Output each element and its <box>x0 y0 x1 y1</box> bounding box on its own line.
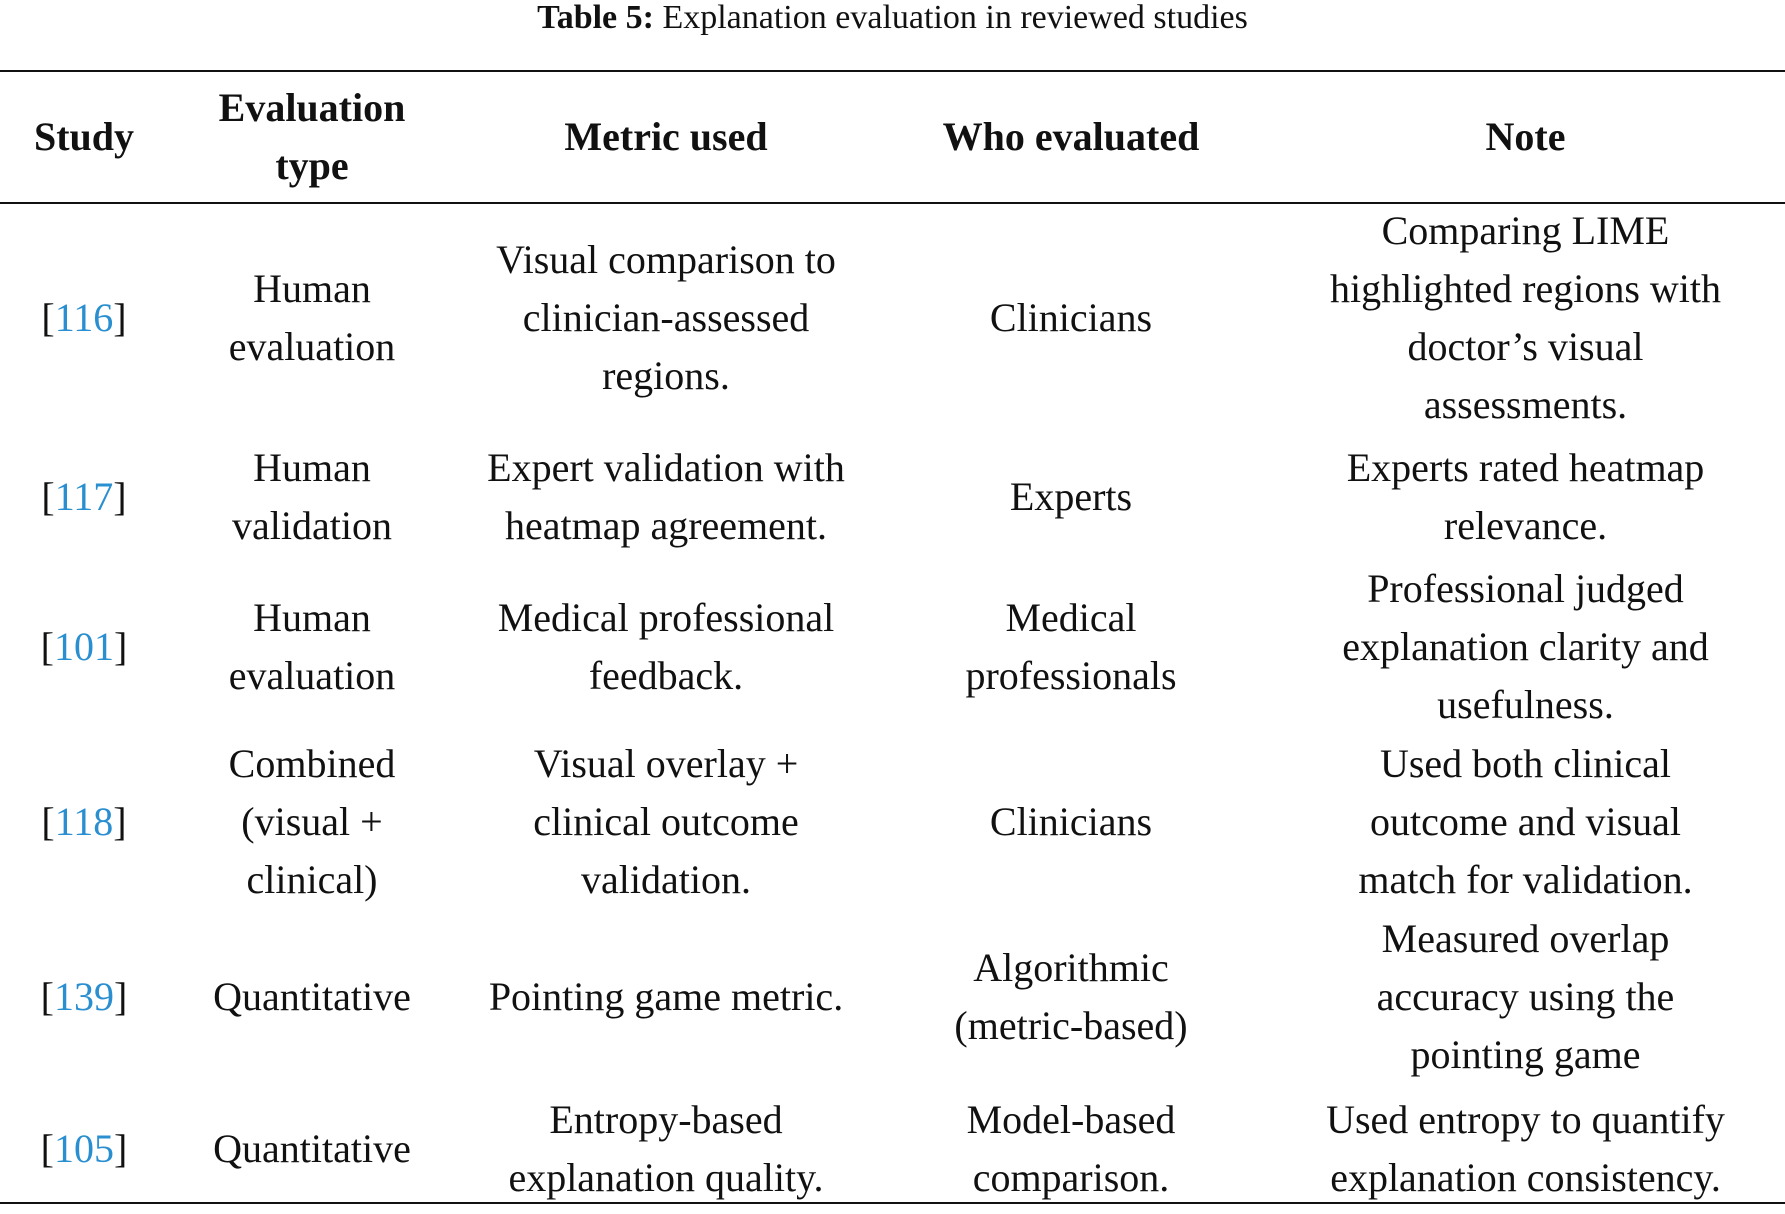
metric-used-cell <box>456 734 876 910</box>
metric-used-cell <box>456 1084 876 1214</box>
bracket-close: ] <box>114 1126 128 1171</box>
metric-used-cell-line: validation. <box>581 857 751 902</box>
note-cell-line: explanation clarity and <box>1342 624 1709 669</box>
note-cell-line: doctor’s visual <box>1407 324 1644 369</box>
evaluation-type-cell-line: clinical) <box>246 857 378 902</box>
evaluation-type-cell <box>168 734 456 910</box>
evaluation-type-cell-line: validation <box>232 503 392 548</box>
note-cell <box>1266 734 1785 910</box>
evaluation-type-cell <box>168 202 456 434</box>
who-evaluated-cell <box>876 434 1266 560</box>
note-cell <box>1266 434 1785 560</box>
evaluation-type-cell-line: Quantitative <box>213 974 411 1019</box>
metric-used-cell <box>456 560 876 734</box>
who-evaluated-cell-line: Clinicians <box>989 799 1153 844</box>
who-evaluated-cell <box>876 560 1266 734</box>
evaluation-type-cell-line: Quantitative <box>213 1126 411 1171</box>
note-cell-line: outcome and visual <box>1369 799 1682 844</box>
who-evaluated-cell <box>876 734 1266 910</box>
metric-used-cell-line: Visual comparison to <box>496 237 836 282</box>
who-evaluated-cell-line: Clinicians <box>989 295 1153 340</box>
note-cell <box>1266 1084 1785 1214</box>
metric-used-cell-line: feedback. <box>588 653 744 698</box>
study-cell <box>0 734 168 910</box>
study-cell <box>0 202 168 434</box>
metric-used-cell-line: Pointing game metric. <box>488 974 844 1019</box>
citation-link[interactable]: 105 <box>54 1126 114 1171</box>
note-cell-line: Comparing LIME <box>1381 208 1670 253</box>
note-cell-line: usefulness. <box>1437 682 1614 727</box>
note-cell-line: Experts rated heatmap <box>1346 445 1705 490</box>
metric-used-cell-line: regions. <box>602 353 730 398</box>
header-who-evaluated: Who evaluated <box>942 114 1200 159</box>
evaluation-type-cell-line: Human <box>253 595 371 640</box>
who-evaluated-cell-line: Medical <box>1005 595 1137 640</box>
study-cell <box>0 434 168 560</box>
evaluation-type-cell <box>168 910 456 1084</box>
metric-used-cell-line: clinical outcome <box>533 799 799 844</box>
bracket-open: [ <box>40 624 54 669</box>
citation-link[interactable]: 117 <box>54 474 114 519</box>
note-cell-line: highlighted regions with <box>1329 266 1722 311</box>
metric-used-cell-line: clinician-assessed <box>522 295 810 340</box>
evaluation-type-cell-line: (visual + <box>241 799 383 844</box>
metric-used-cell-line: Expert validation with <box>487 445 845 490</box>
who-evaluated-cell-line: Model-based <box>966 1097 1176 1142</box>
note-cell <box>1266 910 1785 1084</box>
evaluation-type-cell <box>168 434 456 560</box>
evaluation-type-cell-line: Human <box>253 266 371 311</box>
citation-link[interactable]: 101 <box>54 624 114 669</box>
table-caption-text: Explanation evaluation in reviewed studies <box>662 0 1248 36</box>
bracket-open: [ <box>41 474 55 519</box>
note-cell-line: Used both clinical <box>1379 741 1672 786</box>
metric-used-cell <box>456 202 876 434</box>
table-body <box>0 202 1785 1214</box>
note-cell-line: match for validation. <box>1358 857 1693 902</box>
who-evaluated-cell-line: professionals <box>965 653 1177 698</box>
note-cell-line: Professional judged <box>1367 566 1684 611</box>
bracket-close: ] <box>114 974 128 1019</box>
bracket-open: [ <box>41 295 55 340</box>
table-row <box>0 1084 1785 1214</box>
who-evaluated-cell <box>876 202 1266 434</box>
table-row <box>0 434 1785 560</box>
header-study: Study <box>33 114 135 159</box>
evaluation-type-cell-line: Human <box>253 445 371 490</box>
metric-used-cell-line: Medical professional <box>497 595 835 640</box>
table-header-row <box>0 72 1785 202</box>
evaluation-table <box>0 72 1785 1214</box>
bracket-close: ] <box>113 799 127 844</box>
note-cell-line: Used entropy to quantify <box>1326 1097 1725 1142</box>
metric-used-cell-line: Entropy-based <box>549 1097 783 1142</box>
metric-used-cell-line: Visual overlay + <box>533 741 799 786</box>
bracket-open: [ <box>40 974 54 1019</box>
evaluation-type-cell-line: evaluation <box>228 324 396 369</box>
table-row <box>0 202 1785 434</box>
table-row <box>0 560 1785 734</box>
bracket-open: [ <box>41 799 55 844</box>
header-metric-used: Metric used <box>564 114 768 159</box>
bracket-close: ] <box>113 474 127 519</box>
note-cell <box>1266 560 1785 734</box>
metric-used-cell <box>456 910 876 1084</box>
citation-link[interactable]: 118 <box>54 799 114 844</box>
who-evaluated-cell-line: Experts <box>1009 474 1133 519</box>
who-evaluated-cell <box>876 1084 1266 1214</box>
note-cell-line: pointing game <box>1410 1032 1641 1077</box>
who-evaluated-cell-line: Algorithmic <box>973 945 1169 990</box>
note-cell-line: accuracy using the <box>1376 974 1675 1019</box>
table-row <box>0 734 1785 910</box>
evaluation-type-cell-line: evaluation <box>228 653 396 698</box>
bracket-close: ] <box>114 624 128 669</box>
who-evaluated-cell-line: (metric-based) <box>954 1003 1188 1048</box>
citation-link[interactable]: 139 <box>54 974 114 1019</box>
table-caption <box>0 0 1785 36</box>
note-cell-line: Measured overlap <box>1381 916 1670 961</box>
header-evaluation-type: Evaluation type <box>218 85 406 188</box>
bracket-close: ] <box>113 295 127 340</box>
note-cell <box>1266 202 1785 434</box>
note-cell-line: explanation consistency. <box>1330 1155 1721 1200</box>
who-evaluated-cell-line: comparison. <box>972 1155 1170 1200</box>
table-caption-label: Table 5: <box>537 0 654 36</box>
metric-used-cell-line: heatmap agreement. <box>504 503 828 548</box>
note-cell-line: assessments. <box>1423 382 1628 427</box>
table-row <box>0 910 1785 1084</box>
evaluation-type-cell-line: Combined <box>228 741 396 786</box>
metric-used-cell-line: explanation quality. <box>508 1155 824 1200</box>
evaluation-type-cell <box>168 1084 456 1214</box>
study-cell <box>0 910 168 1084</box>
note-cell-line: relevance. <box>1443 503 1608 548</box>
header-note: Note <box>1485 114 1566 159</box>
bracket-open: [ <box>40 1126 54 1171</box>
metric-used-cell <box>456 434 876 560</box>
citation-link[interactable]: 116 <box>54 295 114 340</box>
evaluation-type-cell <box>168 560 456 734</box>
study-cell <box>0 1084 168 1214</box>
study-cell <box>0 560 168 734</box>
who-evaluated-cell <box>876 910 1266 1084</box>
